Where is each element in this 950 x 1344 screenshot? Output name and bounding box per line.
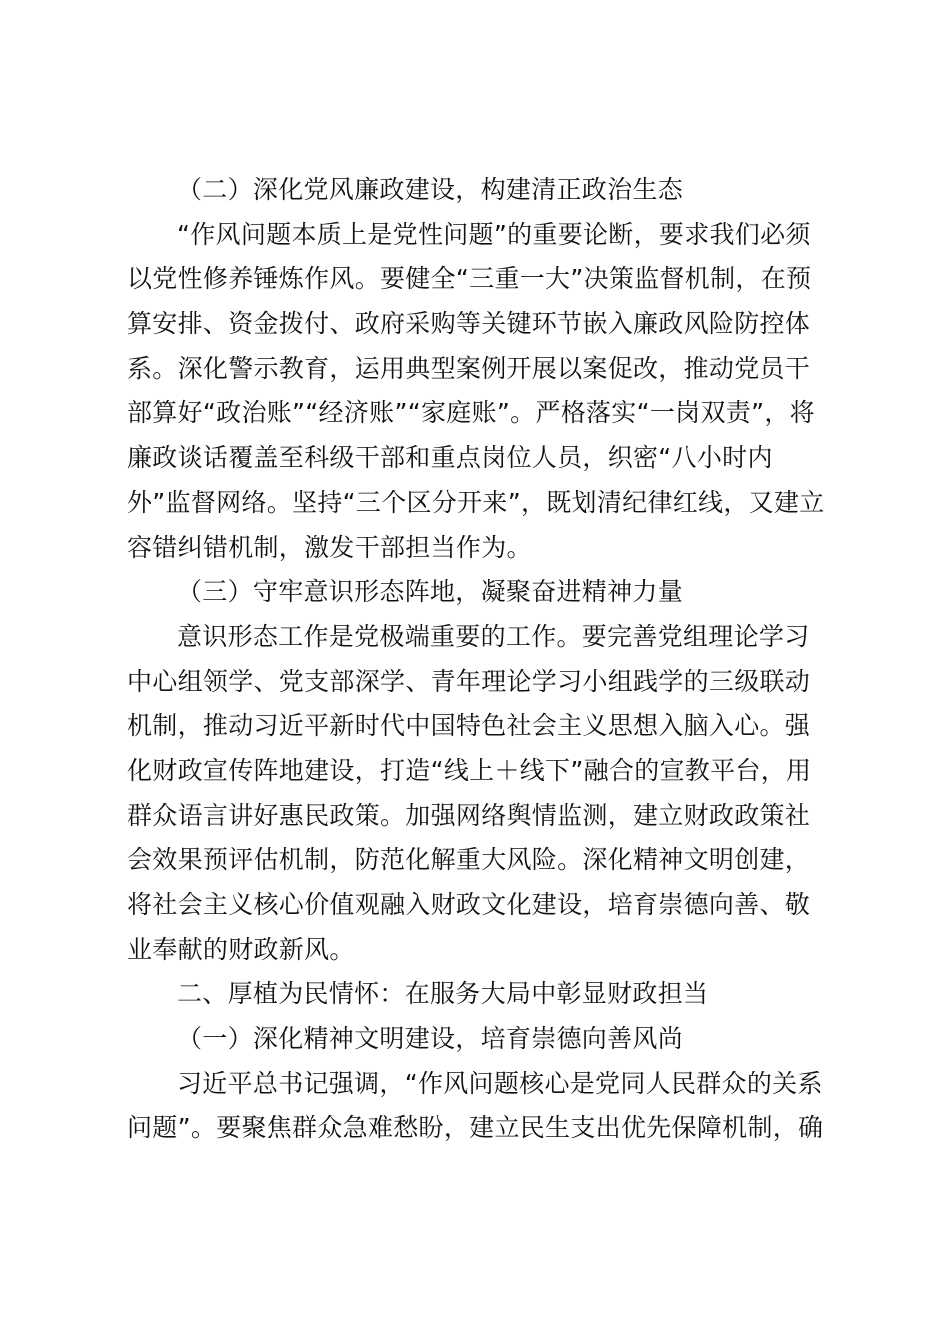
- paragraph-line: 算安排、资金拨付、政府采购等关键环节嵌入廉政风险防控体: [127, 309, 811, 339]
- paragraph-line: 问题”。要聚焦群众急难愁盼，建立民生支出优先保障机制，确: [127, 1113, 824, 1143]
- paragraph-line: 群众语言讲好惠民政策。加强网络舆情监测，建立财政政策社: [127, 800, 811, 830]
- paragraph-line: 意识形态工作是党极端重要的工作。要完善党组理论学习: [177, 621, 810, 651]
- paragraph-line: “作风问题本质上是党性问题”的重要论断，要求我们必须: [177, 219, 811, 249]
- document-body: [127, 168, 831, 1151]
- paragraph-line: 外”监督网络。坚持“三个区分开来”，既划清纪律红线，又建立: [127, 487, 825, 517]
- paragraph-line: 系。深化警示教育，运用典型案例开展以案促改，推动党员干: [127, 353, 811, 383]
- paragraph-line: 习近平总书记强调，“作风问题核心是党同人民群众的关系: [177, 1068, 823, 1098]
- paragraph-line: 会效果预评估机制，防范化解重大风险。深化精神文明创建，: [127, 845, 811, 875]
- paragraph-line: 部算好“政治账”“经济账”“家庭账”。严格落实“一岗双责”，将: [127, 398, 815, 428]
- chapter-heading: 二、厚植为民情怀：在服务大局中彰显财政担当: [177, 979, 709, 1009]
- paragraph-line: 以党性修养锤炼作风。要健全“三重一大”决策监督机制，在预: [127, 264, 812, 294]
- paragraph-line: 容错纠错机制，激发干部担当作为。: [127, 532, 532, 562]
- paragraph-line: 化财政宣传阵地建设，打造“线上＋线下”融合的宣教平台，用: [127, 755, 812, 785]
- paragraph-line: 中心组领学、党支部深学、青年理论学习小组践学的三级联动: [127, 666, 811, 696]
- section-heading-3: （三）守牢意识形态阵地，凝聚奋进精神力量: [177, 577, 684, 607]
- section-heading-2: （二）深化党风廉政建设，构建清正政治生态: [177, 175, 684, 204]
- section-heading-1: （一）深化精神文明建设，培育崇德向善风尚: [177, 1024, 684, 1054]
- paragraph-line: 业奉献的财政新风。: [127, 934, 355, 964]
- paragraph-line: 将社会主义核心价值观融入财政文化建设，培育崇德向善、敬: [127, 890, 811, 919]
- paragraph-line: 廉政谈话覆盖至科级干部和重点岗位人员，织密“八小时内: [127, 443, 773, 473]
- paragraph-line: 机制，推动习近平新时代中国特色社会主义思想入脑入心。强: [127, 711, 811, 741]
